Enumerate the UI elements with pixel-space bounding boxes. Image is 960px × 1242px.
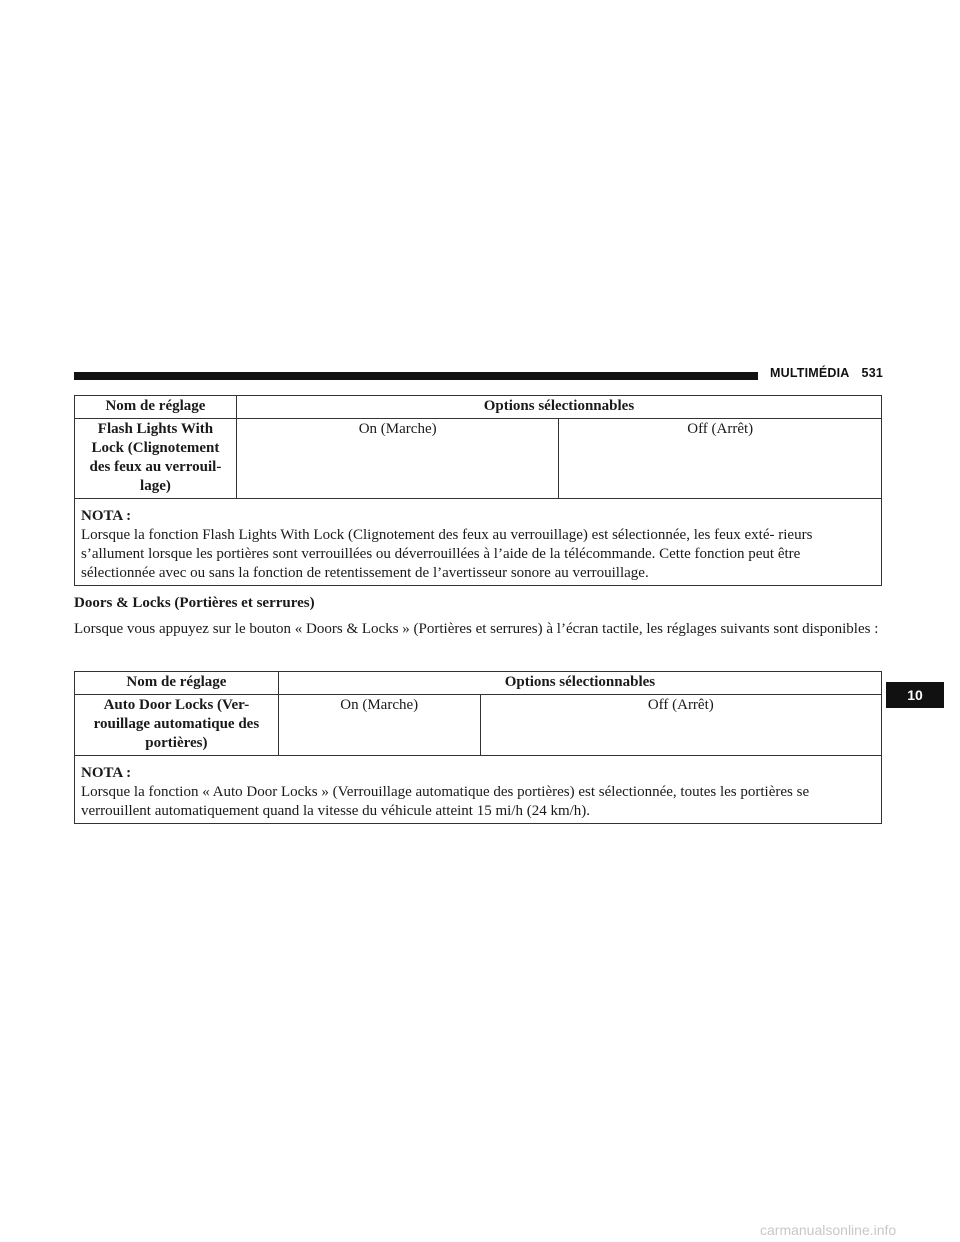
note-row	[75, 499, 882, 586]
table-header-row	[75, 396, 882, 419]
settings-table-flash-lights	[74, 395, 882, 586]
option-on: On (Marche)	[278, 695, 480, 756]
header-rule	[74, 372, 758, 380]
running-header	[770, 366, 883, 380]
note-cell	[75, 499, 882, 586]
chapter-tab: 10	[886, 682, 944, 708]
page-number: 531	[861, 366, 884, 380]
table-row	[75, 419, 882, 499]
settings-table-auto-door-locks	[74, 671, 882, 824]
note-title: NOTA :	[81, 765, 132, 781]
table-row	[75, 695, 882, 756]
note-title: NOTA :	[81, 508, 132, 524]
column-header-options: Options sélectionnables	[278, 672, 881, 695]
note-cell	[75, 756, 882, 824]
section-paragraph: Lorsque vous appuyez sur le bouton « Doors & Locks » (Portières et serrures) à l’écran tactile, les réglages suivants sont disponibles :	[74, 621, 879, 637]
table-header-row	[75, 672, 882, 695]
note-text: Lorsque la fonction « Auto Door Locks » (Verrouillage automatique des portières) est sélectionnée, toutes les portières se verrouillent automatiquement quand la vitesse du véhicule atteint 15 mi/h (24 km/h).	[81, 784, 810, 819]
watermark: carmanualsonline.info	[760, 1222, 897, 1238]
option-off: Off (Arrêt)	[559, 419, 882, 499]
setting-name: Flash Lights With Lock (Clignotement des feux au verrouil- lage)	[75, 419, 237, 499]
setting-name: Auto Door Locks (Ver- rouillage automatique des portières)	[75, 695, 279, 756]
section-heading: Doors & Locks (Portières et serrures)	[74, 595, 315, 611]
column-header-name: Nom de réglage	[75, 396, 237, 419]
section-label: MULTIMÉDIA	[770, 366, 850, 380]
note-text: Lorsque la fonction Flash Lights With Lock (Clignotement des feux au verrouillage) est sélectionnée, les feux exté- rieurs s’allument lorsque les portières sont verrouillées ou déverrouillées à l’aide de la télécommande. Cette fonction peut être sélectionnée avec ou sans la fonction de retentissement de l’avertisseur sonore au verrouillage.	[81, 527, 813, 581]
option-off: Off (Arrêt)	[480, 695, 881, 756]
note-row	[75, 756, 882, 824]
column-header-options: Options sélectionnables	[236, 396, 881, 419]
option-on: On (Marche)	[236, 419, 559, 499]
column-header-name: Nom de réglage	[75, 672, 279, 695]
